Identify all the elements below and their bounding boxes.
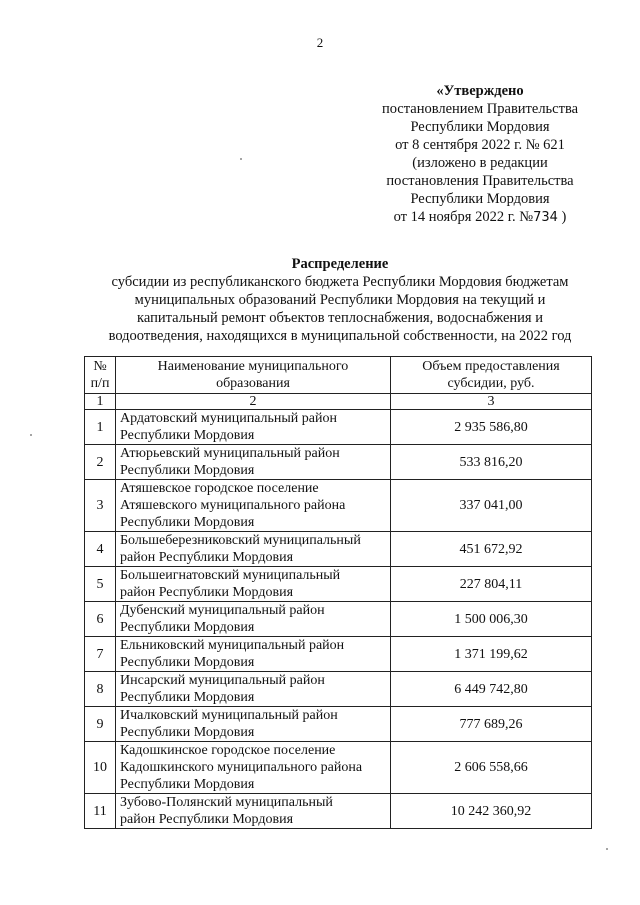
page-number: 2 [316, 35, 324, 50]
column-index: 2 [116, 394, 391, 410]
row-number: 1 [85, 410, 116, 445]
municipality-name-line: Республики Мордовия [120, 463, 255, 478]
header-municipality: Наименование муниципального образования [116, 357, 391, 394]
subsidy-amount: 451 672,92 [391, 532, 592, 567]
subsidy-amount: 6 449 742,80 [391, 672, 592, 707]
table-row [85, 532, 592, 567]
municipality-name-line: Республики Мордовия [120, 725, 255, 740]
municipality-name-line: Республики Мордовия [120, 515, 255, 530]
header-number: № п/п [85, 357, 116, 394]
municipality-name-line: Дубенский муниципальный район [120, 603, 325, 618]
municipality-name [116, 532, 391, 567]
approval-line: от 8 сентября 2022 г. № 621 [395, 137, 565, 153]
municipality-name-line: Республики Мордовия [120, 428, 255, 443]
municipality-name-line: Республики Мордовия [120, 620, 255, 635]
column-index-row [85, 394, 592, 410]
approval-line: Республики Мордовия [410, 191, 550, 207]
municipality-name-line: Зубово-Полянский муниципальный [120, 795, 333, 810]
approval-line-last [370, 208, 590, 227]
municipality-name-line: Республики Мордовия [120, 690, 255, 705]
row-number: 3 [85, 480, 116, 532]
column-index: 3 [391, 394, 592, 410]
row-number: 8 [85, 672, 116, 707]
municipality-name [116, 637, 391, 672]
subsidy-amount: 777 689,26 [391, 707, 592, 742]
municipality-name-line: Кадошкинского муниципального района [120, 760, 363, 775]
municipality-name-line: Ельниковский муниципальный район [120, 638, 345, 653]
municipality-name-line: Атюрьевский муниципальный район [120, 446, 340, 461]
table-row [85, 567, 592, 602]
municipality-name [116, 707, 391, 742]
municipality-name-line: Атяшевского муниципального района [120, 498, 346, 513]
approval-line-closing: ) [557, 209, 567, 225]
scan-speck [30, 434, 32, 436]
row-number: 6 [85, 602, 116, 637]
row-number: 7 [85, 637, 116, 672]
municipality-name [116, 794, 391, 829]
municipality-name [116, 445, 391, 480]
row-number: 5 [85, 567, 116, 602]
document-heading [80, 255, 600, 345]
table-row [85, 410, 592, 445]
municipality-name [116, 567, 391, 602]
table-row [85, 480, 592, 532]
approval-line: (изложено в редакции [412, 155, 548, 171]
row-number: 11 [85, 794, 116, 829]
municipality-name [116, 410, 391, 445]
subsidy-amount: 1 371 199,62 [391, 637, 592, 672]
row-number: 2 [85, 445, 116, 480]
column-index: 1 [85, 394, 116, 410]
municipality-name-line: Большеберезниковский муниципальный [120, 533, 361, 548]
municipality-name [116, 602, 391, 637]
municipality-name [116, 742, 391, 794]
municipality-name [116, 672, 391, 707]
document-title: Распределение [291, 256, 389, 272]
approval-line: Республики Мордовия [410, 119, 550, 135]
table-body [85, 410, 592, 829]
municipality-name-line: Республики Мордовия [120, 777, 255, 792]
table-header-row [85, 357, 592, 394]
document-subtitle-line: капитальный ремонт объектов теплоснабжения, водоснабжения и [137, 310, 543, 326]
subsidy-amount: 2 606 558,66 [391, 742, 592, 794]
document-subtitle-line: муниципальных образований Республики Мордовия на текущий и [134, 292, 546, 308]
table-row [85, 742, 592, 794]
table-row [85, 794, 592, 829]
table-row [85, 672, 592, 707]
subsidy-amount: 1 500 006,30 [391, 602, 592, 637]
approval-block [370, 82, 590, 227]
subsidy-amount: 533 816,20 [391, 445, 592, 480]
municipality-name-line: Атяшевское городское поселение [120, 481, 319, 496]
approval-line-approved: «Утверждено [436, 83, 524, 99]
municipality-name-line: Республики Мордовия [120, 655, 255, 670]
subsidy-amount: 2 935 586,80 [391, 410, 592, 445]
table-row [85, 637, 592, 672]
document-subtitle-line: водоотведения, находящихся в муниципальной собственности, на 2022 год [108, 328, 572, 344]
municipality-name-line: Ардатовский муниципальный район [120, 411, 337, 426]
subsidy-amount: 10 242 360,92 [391, 794, 592, 829]
scan-speck [240, 158, 242, 160]
table-row [85, 707, 592, 742]
approval-line: постановления Правительства [386, 173, 574, 189]
municipality-name-line: Кадошкинское городское поселение [120, 743, 336, 758]
municipality-name-line: Ичалковский муниципальный район [120, 708, 338, 723]
scan-speck [606, 848, 608, 850]
subsidy-amount: 337 041,00 [391, 480, 592, 532]
handwritten-decree-number: 734 [533, 210, 558, 225]
table-row [85, 445, 592, 480]
municipality-name-line: район Республики Мордовия [120, 812, 294, 827]
row-number: 10 [85, 742, 116, 794]
header-amount: Объем предоставления субсидии, руб. [391, 357, 592, 394]
table-row [85, 602, 592, 637]
subsidy-distribution-table [84, 356, 592, 829]
municipality-name-line: Большеигнатовский муниципальный [120, 568, 341, 583]
approval-line: постановлением Правительства [381, 101, 579, 117]
subsidy-amount: 227 804,11 [391, 567, 592, 602]
municipality-name-line: Инсарский муниципальный район [120, 673, 325, 688]
row-number: 9 [85, 707, 116, 742]
municipality-name-line: район Республики Мордовия [120, 585, 294, 600]
approval-date-prefix: от 14 ноября 2022 г. № [393, 209, 534, 225]
municipality-name-line: район Республики Мордовия [120, 550, 294, 565]
row-number: 4 [85, 532, 116, 567]
document-subtitle-line: субсидии из республиканского бюджета Республики Мордовия бюджетам [111, 274, 569, 290]
municipality-name [116, 480, 391, 532]
